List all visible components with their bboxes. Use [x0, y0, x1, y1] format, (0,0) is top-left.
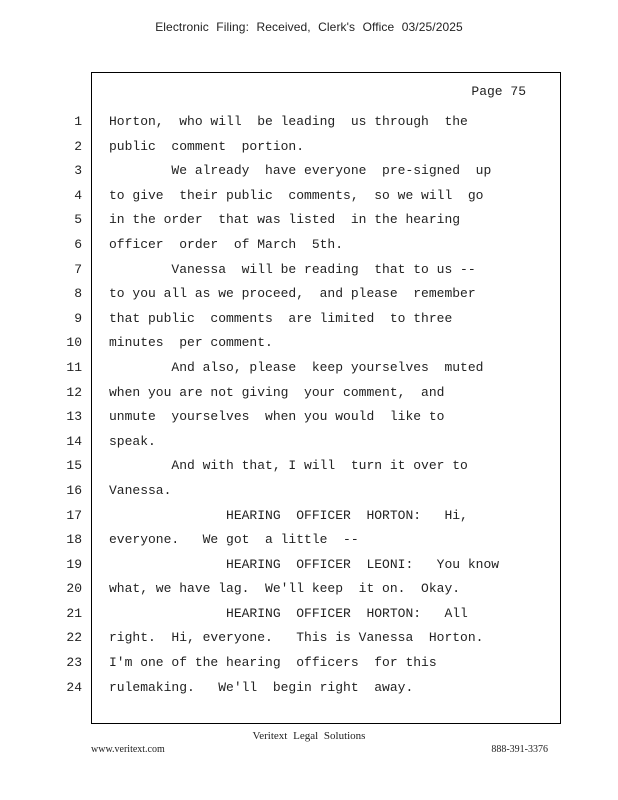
- line-number: 22: [66, 630, 82, 646]
- line-text: public comment portion.: [109, 138, 305, 154]
- transcript-line: [0, 528, 618, 553]
- line-text: HEARING OFFICER LEONI: You know: [109, 556, 500, 572]
- transcript-line: [0, 135, 618, 160]
- line-text: that public comments are limited to three: [109, 310, 453, 326]
- line-number: 7: [74, 261, 82, 277]
- line-text: speak.: [109, 433, 156, 449]
- transcript-line: [0, 110, 618, 135]
- line-text: HEARING OFFICER HORTON: All: [109, 605, 468, 621]
- line-text: when you are not giving your comment, and: [109, 384, 445, 400]
- transcript-line: [0, 479, 618, 504]
- transcript-line: [0, 381, 618, 406]
- line-text: what, we have lag. We'll keep it on. Okay.: [109, 581, 461, 597]
- line-text: everyone. We got a little --: [109, 532, 359, 548]
- line-text: rulemaking. We'll begin right away.: [109, 679, 414, 695]
- line-number: 9: [74, 310, 82, 326]
- line-number: 18: [66, 532, 82, 548]
- footer-phone: 888-391-3376: [491, 744, 548, 755]
- transcript-line: [0, 577, 618, 602]
- transcript-line: [0, 282, 618, 307]
- line-text: to you all as we proceed, and please remember: [109, 286, 476, 302]
- line-number: 15: [66, 458, 82, 474]
- line-text: And also, please keep yourselves muted: [109, 359, 484, 375]
- transcript-line: [0, 331, 618, 356]
- transcript-line: [0, 651, 618, 676]
- line-number: 12: [66, 384, 82, 400]
- line-number: 14: [66, 433, 82, 449]
- transcript-line: [0, 553, 618, 578]
- line-number: 19: [66, 556, 82, 572]
- line-number: 24: [66, 679, 82, 695]
- filing-stamp: Electronic Filing: Received, Clerk's Office 03/25/2025: [155, 20, 463, 34]
- transcript-line: [0, 405, 618, 430]
- line-number: 3: [74, 163, 82, 179]
- transcript-line: [0, 208, 618, 233]
- line-number: 23: [66, 655, 82, 671]
- line-number: 13: [66, 409, 82, 425]
- page-number: Page 75: [471, 84, 526, 99]
- line-text: right. Hi, everyone. This is Vanessa Horton.: [109, 630, 484, 646]
- transcript-line: [0, 626, 618, 651]
- transcript-lines: [0, 110, 618, 700]
- line-text: HEARING OFFICER HORTON: Hi,: [109, 507, 468, 523]
- transcript-line: [0, 602, 618, 627]
- line-number: 11: [66, 359, 82, 375]
- transcript-line: [0, 307, 618, 332]
- line-number: 2: [74, 138, 82, 154]
- line-number: 16: [66, 482, 82, 498]
- transcript-line: [0, 184, 618, 209]
- transcript-line: [0, 676, 618, 701]
- line-number: 5: [74, 212, 82, 228]
- line-number: 1: [74, 114, 82, 129]
- line-number: 4: [74, 187, 82, 203]
- transcript-line: [0, 504, 618, 529]
- line-text: to give their public comments, so we will go: [109, 187, 484, 203]
- transcript-line: [0, 233, 618, 258]
- transcript-line: [0, 258, 618, 283]
- line-text: I'm one of the hearing officers for this: [109, 655, 437, 671]
- transcript-line: [0, 454, 618, 479]
- line-number: 21: [66, 605, 82, 621]
- line-text: Vanessa.: [109, 482, 172, 498]
- footer-company: Veritext Legal Solutions: [252, 730, 366, 742]
- transcript-line: [0, 159, 618, 184]
- line-text: minutes per comment.: [109, 335, 273, 351]
- footer-website: www.veritext.com: [91, 744, 165, 755]
- transcript-line: [0, 356, 618, 381]
- transcript-line: [0, 430, 618, 455]
- line-text: officer order of March 5th.: [109, 236, 344, 252]
- line-text: Horton, who will be leading us through the: [109, 114, 468, 129]
- line-number: 20: [66, 581, 82, 597]
- line-text: We already have everyone pre-signed up: [109, 163, 492, 179]
- line-text: in the order that was listed in the hearing: [109, 212, 461, 228]
- line-text: And with that, I will turn it over to: [109, 458, 468, 474]
- line-number: 6: [74, 236, 82, 252]
- line-text: Vanessa will be reading that to us --: [109, 261, 476, 277]
- line-number: 17: [66, 507, 82, 523]
- line-number: 8: [74, 286, 82, 302]
- line-number: 10: [66, 335, 82, 351]
- line-text: unmute yourselves when you would like to: [109, 409, 445, 425]
